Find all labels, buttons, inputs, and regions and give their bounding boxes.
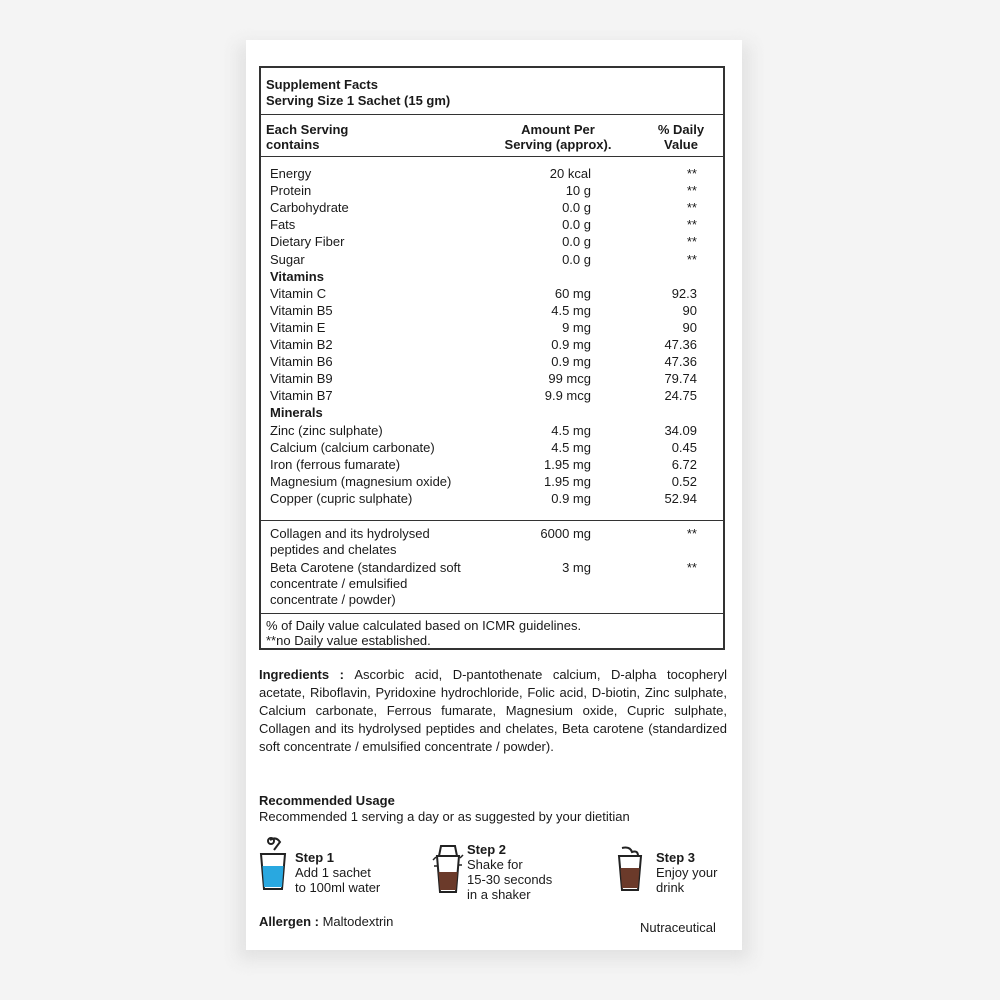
other-amount: 3 mg bbox=[562, 560, 591, 575]
allergen-value: Maltodextrin bbox=[322, 914, 394, 929]
nutrient-name: Protein bbox=[270, 183, 312, 199]
nutrient-name: Fats bbox=[270, 217, 296, 233]
allergen-label: Allergen : bbox=[259, 914, 323, 929]
divider bbox=[261, 114, 723, 115]
divider bbox=[261, 156, 723, 157]
nutrient-daily-value: 92.3 bbox=[671, 285, 697, 301]
nutrient-name: Calcium (calcium carbonate) bbox=[270, 439, 435, 455]
nutrient-name: Energy bbox=[270, 166, 312, 181]
glass-water-icon bbox=[258, 836, 288, 892]
nutrient-amount: 10 g bbox=[565, 183, 591, 199]
nutrient-daily-value: 47.36 bbox=[664, 337, 697, 352]
facts-title: Supplement Facts bbox=[266, 77, 378, 92]
divider bbox=[261, 520, 723, 521]
nutrient-daily-value: 90 bbox=[682, 319, 697, 335]
nutrient-name: Vitamin B5 bbox=[270, 302, 333, 318]
nutrient-daily-value: 24.75 bbox=[664, 388, 697, 404]
nutrient-amount: 4.5 mg bbox=[551, 439, 591, 455]
vitamins-heading: Vitamins bbox=[270, 268, 324, 284]
nutrient-name: Vitamin B7 bbox=[270, 388, 333, 404]
divider bbox=[261, 613, 723, 614]
usage-text: Recommended 1 serving a day or as suggested by your dietitian bbox=[259, 809, 630, 824]
step-3-title: Step 3 bbox=[656, 850, 696, 865]
nutrient-amount: 4.5 mg bbox=[551, 422, 591, 438]
other-daily-value: ** bbox=[686, 560, 697, 575]
nutrient-name: Zinc (zinc sulphate) bbox=[270, 422, 383, 438]
nutrient-name: Vitamin B2 bbox=[270, 337, 333, 352]
step-1-line-1: Add 1 sachet bbox=[295, 865, 371, 880]
nutrient-daily-value: 90 bbox=[682, 302, 697, 318]
col-header-contains: contains bbox=[266, 137, 320, 152]
category-label: Nutraceutical bbox=[640, 920, 716, 935]
other-amount: 6000 mg bbox=[540, 526, 591, 541]
nutrient-daily-value: ** bbox=[686, 166, 697, 181]
nutrient-name: Magnesium (magnesium oxide) bbox=[270, 473, 452, 489]
nutrient-amount: 0.9 mg bbox=[551, 354, 591, 370]
nutrient-name: Copper (cupric sulphate) bbox=[270, 490, 413, 506]
nutrient-amount: 0.0 g bbox=[562, 200, 591, 216]
step-2 bbox=[467, 842, 552, 902]
nutrient-daily-value: ** bbox=[686, 200, 697, 216]
nutrient-daily-value: ** bbox=[686, 234, 697, 250]
nutrient-name: Vitamin B9 bbox=[270, 371, 333, 387]
nutrient-daily-value: ** bbox=[686, 251, 697, 267]
nutrient-amount: 60 mg bbox=[554, 285, 591, 301]
allergen-info bbox=[259, 914, 393, 929]
footnote-no-dv: **no Daily value established. bbox=[266, 633, 431, 648]
ingredients-block bbox=[259, 666, 727, 756]
drink-glass-icon bbox=[616, 846, 644, 892]
other-name-line: concentrate / powder) bbox=[270, 592, 396, 607]
nutrient-daily-value: 34.09 bbox=[664, 422, 697, 438]
step-3-line-2: drink bbox=[656, 880, 685, 895]
nutrient-daily-value: ** bbox=[686, 183, 697, 199]
col-header-serving: Serving (approx). bbox=[504, 137, 612, 152]
other-name-line: Collagen and its hydrolysed bbox=[270, 526, 430, 541]
shaker-icon bbox=[432, 844, 464, 894]
other-daily-value: ** bbox=[686, 526, 697, 541]
step-2-title: Step 2 bbox=[467, 842, 507, 857]
nutrient-amount: 0.9 mg bbox=[551, 490, 591, 506]
step-2-line-2: 15-30 seconds bbox=[467, 872, 553, 887]
footnote-icmr: % of Daily value calculated based on ICMR guidelines. bbox=[266, 618, 582, 633]
ingredients-label: Ingredients : bbox=[259, 667, 355, 682]
nutrient-amount: 0.0 g bbox=[562, 251, 591, 267]
nutrient-amount: 0.9 mg bbox=[551, 337, 591, 352]
step-2-line-3: in a shaker bbox=[467, 887, 531, 902]
ingredients-text: Ascorbic acid, D-pantothenate calcium, D-alpha tocopheryl acetate, Riboflavin, Pyridoxine hydrochloride, Folic acid, D-biotin, Zinc sulphate, Calcium carbonate, Ferrous fumarate, Magnesium oxide, Cupric sulphate, Collagen and its hydrolysed peptides and chelates, Beta carotene (standardized soft concentrate / emulsified concentrate / powder). bbox=[259, 667, 727, 754]
nutrient-amount: 20 kcal bbox=[549, 166, 591, 181]
nutrient-daily-value: 6.72 bbox=[671, 456, 697, 472]
nutrient-amount: 1.95 mg bbox=[544, 456, 591, 472]
nutrient-daily-value: 0.45 bbox=[671, 439, 697, 455]
other-name-line: Beta Carotene (standardized soft bbox=[270, 560, 461, 575]
step-3-line-1: Enjoy your bbox=[656, 865, 718, 880]
step-1-title: Step 1 bbox=[295, 850, 335, 865]
nutrient-name: Vitamin B6 bbox=[270, 354, 333, 370]
nutrient-daily-value: 47.36 bbox=[664, 354, 697, 370]
usage-title: Recommended Usage bbox=[259, 793, 395, 808]
minerals-heading: Minerals bbox=[270, 405, 323, 421]
other-name-line: concentrate / emulsified bbox=[270, 576, 408, 591]
step-1-line-2: to 100ml water bbox=[295, 880, 381, 895]
nutrient-name: Iron (ferrous fumarate) bbox=[270, 456, 401, 472]
nutrient-name: Dietary Fiber bbox=[270, 234, 345, 250]
nutrient-amount: 4.5 mg bbox=[551, 302, 591, 318]
nutrient-amount: 99 mcg bbox=[548, 371, 591, 387]
col-header-daily: % Daily bbox=[657, 122, 705, 137]
nutrient-amount: 9 mg bbox=[562, 319, 591, 335]
other-name-line: peptides and chelates bbox=[270, 542, 397, 557]
step-1 bbox=[295, 850, 380, 895]
nutrient-daily-value: 79.74 bbox=[664, 371, 697, 387]
col-header-value: Value bbox=[664, 137, 698, 152]
step-2-line-1: Shake for bbox=[467, 857, 523, 872]
nutrient-name: Carbohydrate bbox=[270, 200, 349, 216]
col-header-amount: Amount Per bbox=[521, 122, 595, 137]
step-3 bbox=[656, 850, 717, 895]
nutrient-daily-value: 0.52 bbox=[671, 473, 697, 489]
serving-size: Serving Size 1 Sachet (15 gm) bbox=[266, 93, 451, 108]
nutrient-amount: 0.0 g bbox=[562, 217, 591, 233]
nutrient-amount: 1.95 mg bbox=[544, 473, 591, 489]
nutrient-amount: 0.0 g bbox=[562, 234, 591, 250]
col-header-each-serving: Each Serving bbox=[266, 122, 349, 137]
nutrient-daily-value: 52.94 bbox=[664, 490, 697, 506]
nutrient-daily-value: ** bbox=[686, 217, 697, 233]
nutrient-name: Sugar bbox=[270, 251, 305, 267]
nutrient-name: Vitamin C bbox=[270, 285, 327, 301]
nutrient-amount: 9.9 mcg bbox=[544, 388, 591, 404]
nutrient-name: Vitamin E bbox=[270, 319, 326, 335]
supplement-facts-table bbox=[259, 66, 725, 650]
